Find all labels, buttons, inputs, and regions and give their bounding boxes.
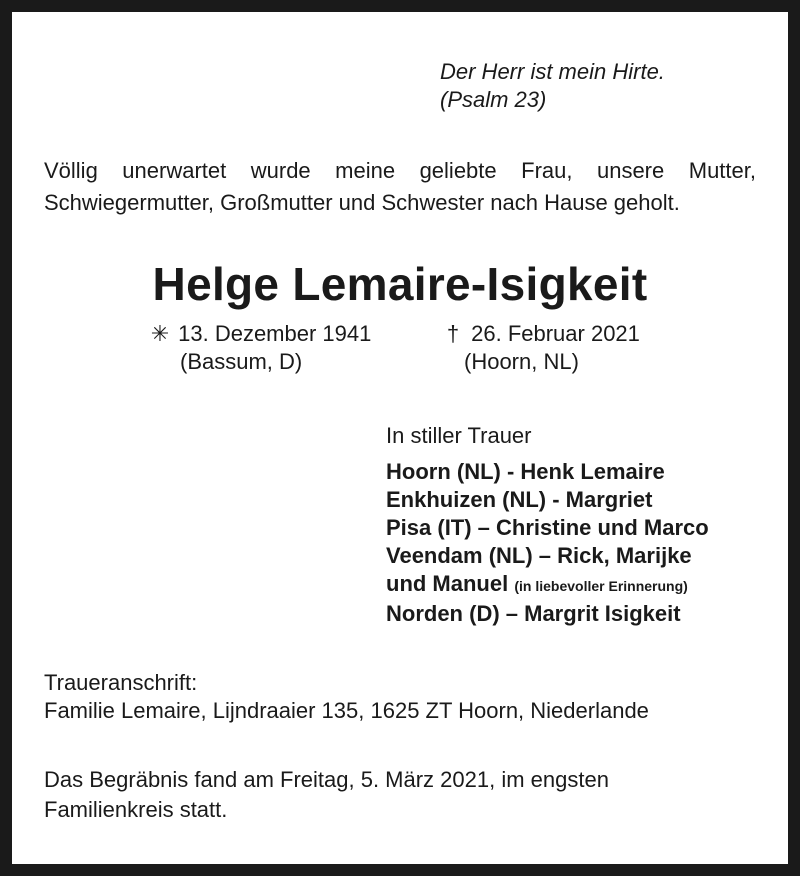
mourners-heading: In stiller Trauer [386, 423, 532, 448]
deceased-name: Helge Lemaire-Isigkeit [152, 258, 648, 310]
birth-star-icon: ✳ [150, 321, 170, 346]
death-place: (Hoorn, NL) [464, 349, 579, 374]
death-cross-icon: † [446, 321, 460, 346]
mourner-entry-manuel [386, 570, 709, 600]
mourner-manuel-text: und Manuel [386, 571, 509, 596]
birth-info [148, 320, 371, 376]
intro-paragraph [44, 155, 756, 219]
intro-line-1: Völlig unerwartet wurde meine geliebte Frau, unsere Mutter, [44, 158, 756, 183]
bible-verse [440, 58, 665, 114]
funeral-line-1: Das Begräbnis fand am Freitag, 5. März 2021, im engsten [44, 767, 609, 792]
death-date: 26. Februar 2021 [471, 321, 640, 346]
bible-verse-reference: (Psalm 23) [440, 87, 547, 112]
address-value: Familie Lemaire, Lijndraaier 135, 1625 ZT Hoorn, Niederlande [44, 698, 649, 723]
birth-place: (Bassum, D) [180, 349, 303, 374]
funeral-note [44, 765, 609, 825]
funeral-line-2: Familienkreis statt. [44, 797, 228, 822]
intro-line-2: Schwiegermutter, Großmutter und Schwester nach Hause geholt. [44, 190, 680, 215]
mourning-address [44, 669, 649, 725]
mourner-entry: Hoorn (NL) - Henk Lemaire [386, 459, 665, 484]
mourner-entry: Veendam (NL) – Rick, Marijke [386, 543, 692, 568]
mourners-block [386, 422, 709, 628]
mourner-entry: Enkhuizen (NL) - Margriet [386, 487, 653, 512]
death-info [441, 320, 640, 376]
mourner-entry: Pisa (IT) – Christine und Marco [386, 515, 709, 540]
mourner-manuel-note: (in liebevoller Erinnerung) [514, 578, 688, 594]
bible-verse-text: Der Herr ist mein Hirte. [440, 59, 665, 84]
address-label: Traueranschrift: [44, 670, 198, 695]
mourner-entry: Norden (D) – Margrit Isigkeit [386, 601, 681, 626]
birth-date: 13. Dezember 1941 [178, 321, 372, 346]
